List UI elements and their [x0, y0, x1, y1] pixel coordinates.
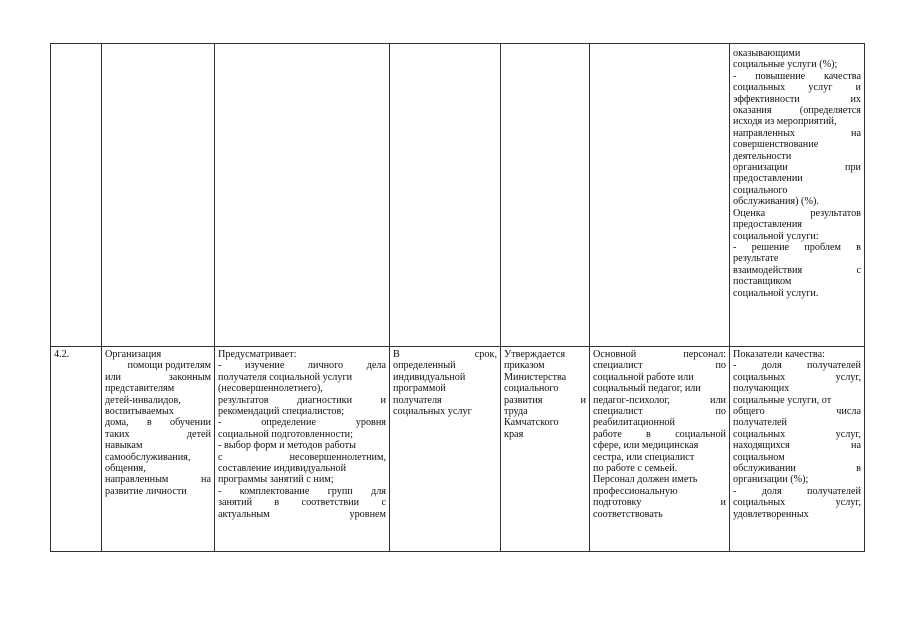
text-line: навыкам [105, 440, 143, 452]
text-line: программой [393, 383, 446, 395]
text-line: - решение проблем в [733, 241, 861, 253]
service-staff-cell [593, 349, 726, 520]
text-line: исходя из мероприятий, [733, 116, 837, 128]
text-line: социальных услуг, [733, 497, 861, 509]
text-line: предоставлении [733, 173, 803, 185]
text-line: социальном [733, 451, 785, 463]
text-line: или законным [105, 371, 211, 383]
text-line: поставщиком [733, 276, 792, 288]
column-border [500, 43, 501, 552]
text-line: общения, [105, 463, 146, 475]
text-line: по работе с семьей. [593, 463, 678, 475]
service-term-cell [393, 349, 497, 417]
text-line: Основной персонал: [593, 349, 726, 360]
text-line: социального [733, 184, 788, 196]
text-line: - определение уровня [218, 417, 386, 429]
column-border [50, 43, 51, 552]
text-line: деятельности [733, 150, 792, 162]
text-line: - изучение личного дела [218, 360, 386, 372]
top-row-quality-indicators [733, 48, 861, 299]
text-line: обслуживании в [733, 463, 861, 475]
table-top-border [50, 43, 865, 44]
text-line: Персонал должен иметь [593, 474, 698, 486]
text-line: специалист по [593, 406, 726, 418]
column-border [864, 43, 865, 552]
text-line: воспитываемых [105, 406, 174, 418]
text-line: (несовершеннолетнего), [218, 383, 323, 395]
text-line: обслуживания) (%). [733, 196, 819, 208]
text-line: края [504, 428, 524, 440]
text-line: предоставления [733, 219, 802, 231]
column-border [101, 43, 102, 552]
text-line: приказом [504, 360, 545, 372]
text-line: соответствовать [593, 508, 663, 520]
text-line: получателя социальной услуги [218, 371, 353, 383]
service-quality-cell [733, 349, 861, 520]
text-line: оказания (определяется [733, 105, 861, 117]
text-line: Утверждается [504, 349, 566, 360]
text-line: общего числа [733, 406, 861, 418]
text-line: находящихся на [733, 440, 861, 452]
text-line: - выбор форм и методов работы [218, 440, 356, 452]
text-line: таких детей [105, 428, 211, 440]
text-line: - комплектование групп для [218, 485, 386, 497]
text-line: дома, в обучении [105, 417, 211, 429]
text-line: социального [504, 383, 559, 395]
text-line: социальные услуги, от [733, 394, 832, 406]
text-line: социальных услуг, [733, 371, 861, 383]
text-line: развитие личности [105, 485, 187, 497]
text-line: получателя [393, 394, 442, 406]
text-line: программы занятий с ним; [218, 474, 334, 486]
text-line: результате [733, 253, 779, 265]
text-line: получателей [733, 417, 788, 429]
text-line: реабилитационной [593, 417, 675, 429]
text-line: получающих [733, 383, 790, 395]
text-line: сестра, или специалист [593, 451, 695, 463]
text-line: помощи родителям [127, 360, 211, 372]
text-line: социальной услуги. [733, 287, 819, 299]
text-line: социальных услуг, [733, 428, 861, 440]
text-line: результатов диагностики и [218, 394, 386, 406]
text-line: подготовку и [593, 497, 726, 509]
text-line: социальной подготовленности; [218, 428, 353, 440]
text-line: организации при [733, 162, 861, 174]
text-line: Камчатского [504, 417, 559, 429]
column-border [589, 43, 590, 552]
text-line: рекомендаций специалистов; [218, 406, 345, 418]
text-line: Оценка результатов [733, 207, 861, 219]
text-line: самообслуживания, [105, 451, 191, 463]
text-line: Министерства [504, 371, 567, 383]
text-line: представителям [105, 383, 175, 395]
text-line: социальных услуг и [733, 82, 861, 94]
text-line: с несовершеннолетним, [218, 451, 386, 463]
text-line: - повышение качества [733, 70, 861, 82]
text-line: профессиональную [593, 485, 678, 497]
text-line: социальной работе или [593, 371, 694, 383]
column-border [214, 43, 215, 552]
text-line: работе в социальной [593, 428, 726, 440]
row-number-label: 4.2. [54, 349, 70, 360]
service-description-cell [218, 349, 386, 520]
text-line: социальные услуги (%); [733, 59, 838, 71]
text-line: сфере, или медицинская [593, 440, 699, 452]
text-line: социальный педагог, или [593, 383, 701, 395]
text-line: направленным на [105, 474, 211, 486]
text-line: специалист по [593, 360, 726, 372]
text-line: занятий в соответствии с [218, 497, 386, 509]
text-line: совершенствование [733, 139, 819, 151]
text-line: развития и [504, 394, 586, 406]
text-line: - доля получателей [733, 485, 861, 497]
text-line: Показатели качества: [733, 349, 825, 360]
column-border [729, 43, 730, 552]
text-line: взаимодействия с [733, 264, 861, 276]
text-line: педагог-психолог, или [593, 394, 726, 406]
text-line: Организация [105, 349, 162, 360]
text-line: социальных услуг [393, 406, 472, 418]
text-line: актуальным уровнем [218, 508, 386, 520]
row-divider [50, 346, 865, 347]
row-number [54, 349, 99, 360]
text-line: социальной услуги: [733, 230, 819, 242]
text-line: труда [504, 406, 528, 418]
text-line: детей-инвалидов, [105, 394, 181, 406]
column-border [389, 43, 390, 552]
text-line: организации (%); [733, 474, 809, 486]
text-line: Предусматривает: [218, 349, 297, 360]
text-line: определенный [393, 360, 456, 372]
service-approval-cell [504, 349, 586, 440]
text-line: эффективности их [733, 93, 861, 105]
text-line: составление индивидуальной [218, 463, 347, 475]
table-bottom-border [50, 551, 865, 552]
text-line: В срок, [393, 349, 497, 360]
service-name-cell [105, 349, 211, 497]
text-line: направленных на [733, 127, 861, 139]
text-line: - доля получателей [733, 360, 861, 372]
text-line: удовлетворенных [733, 508, 809, 520]
text-line: индивидуальной [393, 371, 466, 383]
text-line: оказывающими [733, 48, 801, 59]
